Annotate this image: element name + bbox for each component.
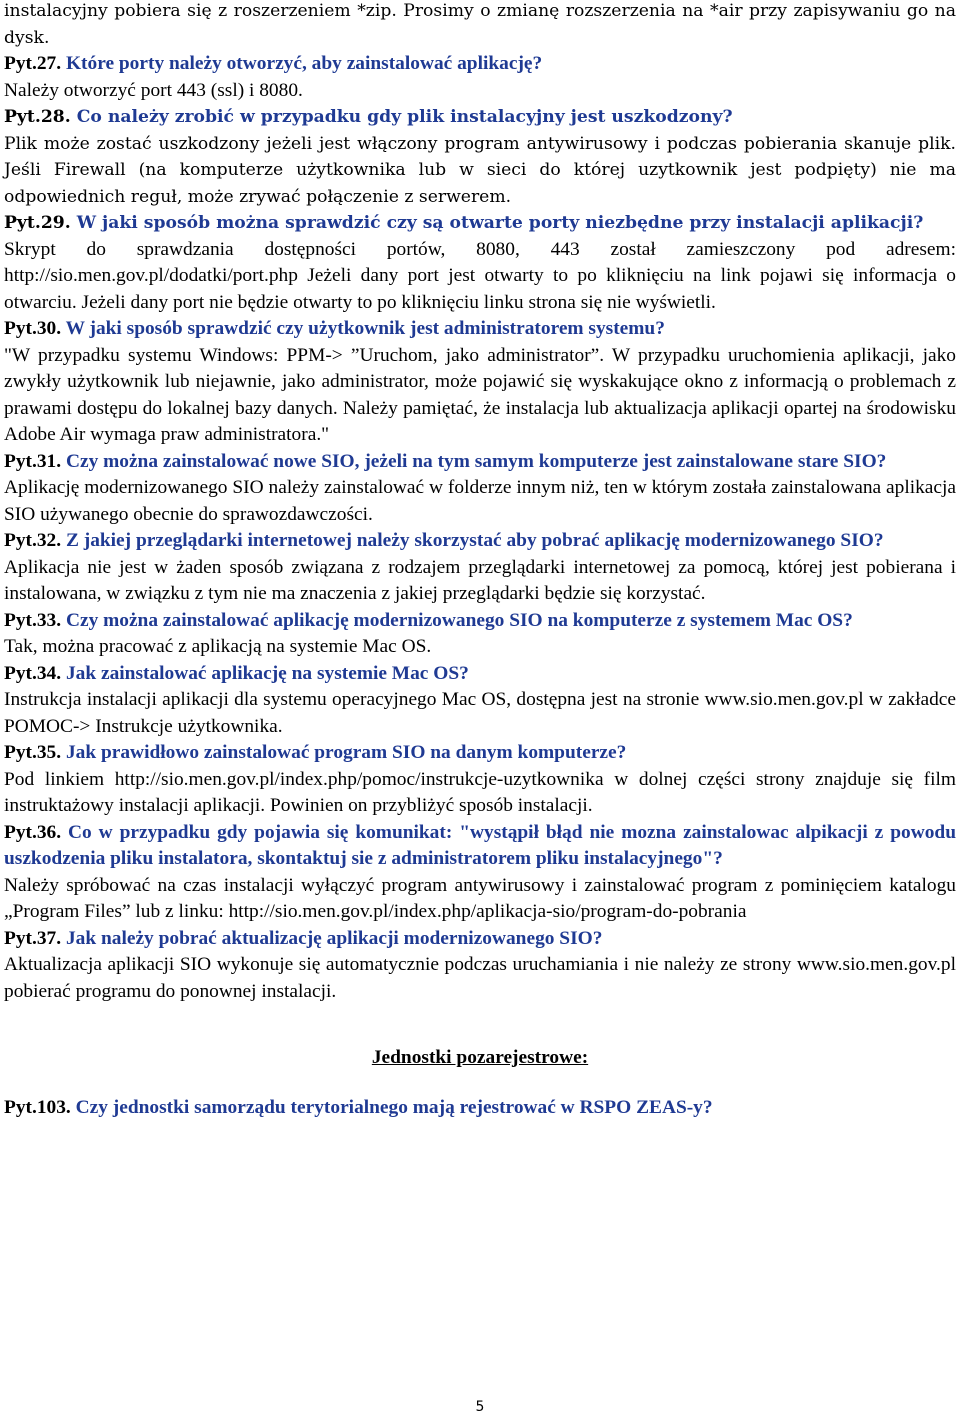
answer-text: php Jeżeli dany port jest otwarty to po kliknięciu na link pojawi się informacja o otwarciu. Jeżeli dany port nie będzie otwarty to po kliknięciu linku strona się nie wyświetli.	[4, 265, 956, 313]
question-text: Co należy zrobić w przypadku gdy plik instalacyjny jest uszkodzony?	[76, 107, 733, 127]
question-text: Co w przypadku gdy pojawia się komunikat: "wystąpił błąd nie mozna zainstalowac alpikacji z powodu uszkodzenia pliku instalatora, skontaktuj sie z administratorem pliku instalacyjnego"?	[4, 821, 956, 869]
question-number: Pyt.35.	[4, 742, 62, 763]
answer-text: Plik może zostać uszkodzony jeżeli jest włączony program antywirusowy i podczas pobierania skanuje plik.	[4, 133, 956, 154]
question-text: Które porty należy otworzyć, aby zainstalować aplikację?	[65, 53, 543, 74]
answer-32: Aplikacja nie jest w żaden sposób związana z rodzajem przeglądarki internetowej za pomocą, której jest pobierana i instalowana, w związku z tym nie ma znaczenia z jakiej przeglądarki będzie się korzystać.	[4, 556, 956, 604]
question-36	[0, 820, 960, 873]
question-number: Pyt.36.	[4, 821, 62, 843]
answer-36: Należy spróbować na czas instalacji wyłączyć program antywirusowy i zainstalować program z pominięciem katalogu „Program Files” lub z linku: http://sio.men.gov.pl/index.php/aplikacja-sio/program-do-pobrania	[4, 874, 956, 922]
section-heading: Jednostki pozarejestrowe:	[371, 1047, 589, 1068]
question-number: Pyt.29.	[4, 213, 71, 233]
answer-29	[0, 237, 960, 317]
answer-text: Skrypt do sprawdzania dostępności portów, 8080, 443 został zamieszczony pod adresem: http://sio.men.gov.pl/dodatki/port.	[4, 238, 956, 286]
question-text: Z jakiej przeglądarki internetowej należy skorzystać aby pobrać aplikację modernizowanego SIO?	[65, 530, 884, 551]
question-31	[0, 449, 960, 476]
answer-30: "W przypadku systemu Windows: PPM-> ”Uruchom, jako administrator”. W przypadku uruchomienia aplikacji, jako zwykły użytkownik lub niejawnie, jako administrator, może pojawić się wyskakujące okno z informacją o problemach z prawami dostępu do lokalnej bazy danych. Należy pamiętać, że instalacja lub aktualizacja aplikacji opartej na środowisku Adobe Air wymaga praw administratora."	[4, 344, 956, 445]
question-32	[0, 528, 960, 555]
question-29	[0, 210, 960, 237]
question-27	[0, 51, 960, 78]
question-number: Pyt.32.	[4, 530, 62, 551]
intro-text: instalacyjny pobiera się z roszerzeniem *zip. Prosimy o zmianę rozszerzenia na *air przy zapisywaniu go na dysk.	[4, 1, 956, 48]
answer-33: Tak, można pracować z aplikacją na systemie Mac OS.	[4, 636, 432, 657]
question-37	[0, 926, 960, 953]
question-number: Pyt.27.	[4, 53, 62, 74]
intro-paragraph	[0, 0, 960, 51]
page-number: 5	[475, 1399, 485, 1415]
question-text: W jaki sposób sprawdzić czy użytkownik jest administratorem systemu?	[65, 318, 665, 339]
question-number: Pyt.34.	[4, 662, 62, 684]
answer-27: Należy otworzyć port 443 (ssl) i 8080.	[4, 79, 303, 101]
answer-text: Jeśli Firewall (na komputerze użytkownika lub w sieci do której uzytkownik jest podpięty) nie ma odpowiednich reguł, może zrywać połączenie z serwerem.	[4, 160, 956, 207]
answer-35: Pod linkiem http://sio.men.gov.pl/index.php/pomoc/instrukcje-uzytkownika w dolnej części strony znajduje się film instruktażowy instalacji aplikacji. Powinien on przybliżyć sposób instalacji.	[4, 768, 956, 816]
question-text: Jak zainstalować aplikację na systemie Mac OS?	[65, 662, 469, 684]
question-text: W jaki sposób można sprawdzić czy są otwarte porty niezbędne przy instalacji aplikacji?	[76, 213, 924, 233]
answer-28	[0, 131, 960, 211]
question-number: Pyt.103.	[4, 1096, 71, 1118]
question-number: Pyt.28.	[4, 107, 71, 127]
question-30	[0, 316, 960, 343]
question-number: Pyt.33.	[4, 609, 62, 631]
question-34	[0, 661, 960, 688]
question-28	[0, 104, 960, 131]
question-text: Jak należy pobrać aktualizację aplikacji modernizowanego SIO?	[65, 927, 603, 949]
question-text: Czy można zainstalować aplikację modernizowanego SIO na komputerze z systemem Mac OS?	[65, 609, 853, 631]
question-103	[0, 1095, 960, 1122]
question-number: Pyt.30.	[4, 318, 62, 339]
question-35	[0, 740, 960, 767]
spacer	[0, 1072, 960, 1095]
question-text: Jak prawidłowo zainstalować program SIO na danym komputerze?	[65, 742, 627, 763]
question-number: Pyt.37.	[4, 927, 62, 949]
question-text: Czy jednostki samorządu terytorialnego mają rejestrować w RSPO ZEAS-y?	[75, 1096, 713, 1118]
answer-37: Aktualizacja aplikacji SIO wykonuje się automatycznie podczas uruchamiania i nie należy ze strony www.sio.men.gov.pl pobierać programu do ponownej instalacji.	[4, 954, 956, 1002]
question-33	[0, 608, 960, 635]
question-number: Pyt.31.	[4, 450, 62, 472]
answer-34: Instrukcja instalacji aplikacji dla systemu operacyjnego Mac OS, dostępna jest na stronie www.sio.men.gov.pl w zakładce POMOC-> Instrukcje użytkownika.	[4, 689, 956, 737]
answer-31: Aplikację modernizowanego SIO należy zainstalować w folderze innym niż, ten w którym została zainstalowana aplikacja SIO używanego obecnie do sprawozdawczości.	[4, 477, 956, 525]
question-text: Czy można zainstalować nowe SIO, jeżeli na tym samym komputerze jest zainstalowane stare SIO?	[65, 450, 887, 472]
